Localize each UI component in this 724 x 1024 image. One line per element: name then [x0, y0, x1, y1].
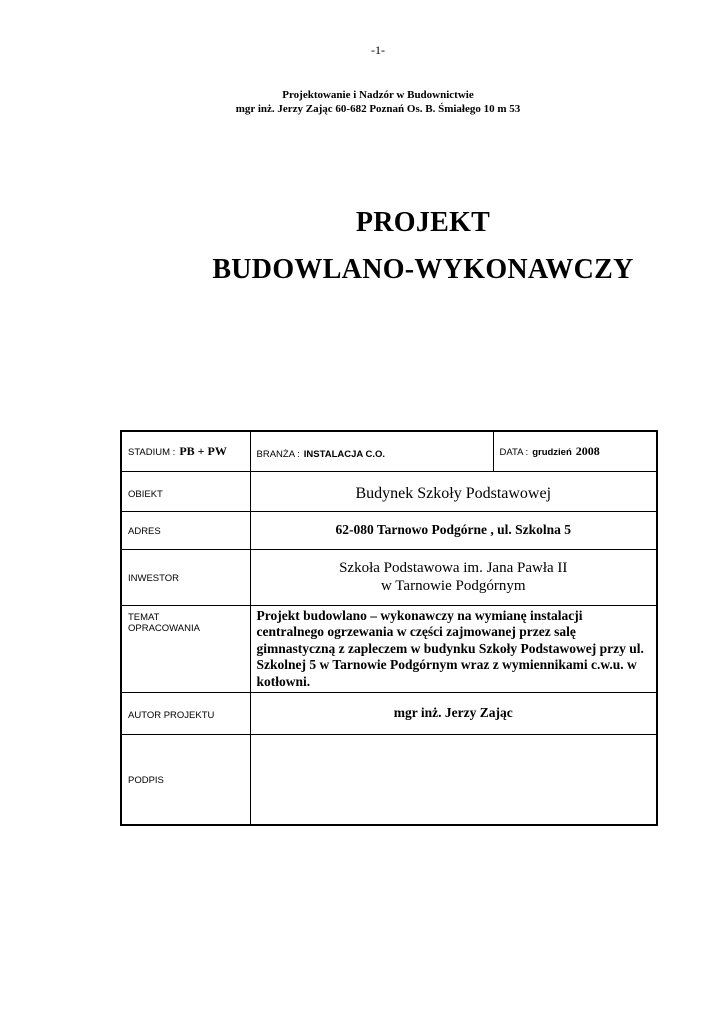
table-row-temat [121, 605, 657, 693]
autor-value: mgr inż. Jerzy Zając [250, 693, 657, 735]
project-info-table [120, 430, 658, 826]
branza-label: BRANŻA : [256, 449, 300, 460]
table-row-adres [121, 511, 657, 549]
table-row-podpis [121, 735, 657, 825]
data-label: DATA : [499, 447, 529, 459]
stadium-label: STADIUM : [128, 447, 176, 459]
page-number: -1- [371, 43, 385, 57]
podpis-label: PODPIS [128, 775, 164, 787]
temat-label-cell [121, 605, 250, 693]
obiekt-value: Budynek Szkoły Podstawowej [250, 471, 657, 511]
organization-name: Projektowanie i Nadzór w Budownictwie [282, 89, 474, 101]
adres-label: ADRES [128, 526, 161, 537]
temat-value: Projekt budowlano – wykonawczy na wymianę instalacji centralnego ogrzewania w części zajmowanej przez salę gimnastyczną z zapleczem w budynku Szkoły Podstawowej przy ul. Szkolnej 5 w Tarnowie Podgórnym wraz z wymiennikami c.w.u. w kotłowni. [250, 605, 657, 693]
table-row-stadium [121, 431, 657, 471]
autor-label-cell [121, 693, 250, 735]
table-row-inwestor [121, 549, 657, 605]
adres-label-cell [121, 511, 250, 549]
temat-label-line1: TEMAT [128, 611, 160, 623]
table-row-autor [121, 693, 657, 735]
adres-value: 62-080 Tarnowo Podgórne , ul. Szkolna 5 [250, 511, 657, 549]
branza-value: INSTALACJA C.O. [303, 449, 386, 460]
organization-header [0, 88, 724, 116]
inwestor-label-cell [121, 549, 250, 605]
organization-address: mgr inż. Jerzy Zając 60-682 Poznań Os. B. Śmiałego 10 m 53 [235, 103, 521, 115]
inwestor-line1: Szkoła Podstawowa im. Jana Pawła II [339, 560, 568, 576]
autor-label: AUTOR PROJEKTU [128, 710, 215, 721]
inwestor-label: INWESTOR [128, 573, 180, 584]
stadium-cell [121, 431, 250, 471]
table-row-obiekt [121, 471, 657, 511]
stadium-value: PB + PW [179, 444, 227, 459]
document-title-line1: PROJEKT [355, 207, 491, 238]
data-year: 2008 [575, 444, 600, 459]
obiekt-label: OBIEKT [128, 488, 163, 500]
inwestor-value [250, 549, 657, 605]
obiekt-label-cell [121, 471, 250, 511]
podpis-value [250, 735, 657, 825]
document-title-line2: BUDOWLANO-WYKONAWCZY [212, 254, 634, 285]
data-month: grudzień [532, 447, 572, 459]
inwestor-line2: w Tarnowie Podgórnym [381, 578, 526, 594]
temat-label-line2: OPRACOWANIA [128, 622, 200, 634]
podpis-label-cell [121, 735, 250, 825]
data-cell [493, 431, 657, 471]
branza-cell [250, 431, 493, 471]
